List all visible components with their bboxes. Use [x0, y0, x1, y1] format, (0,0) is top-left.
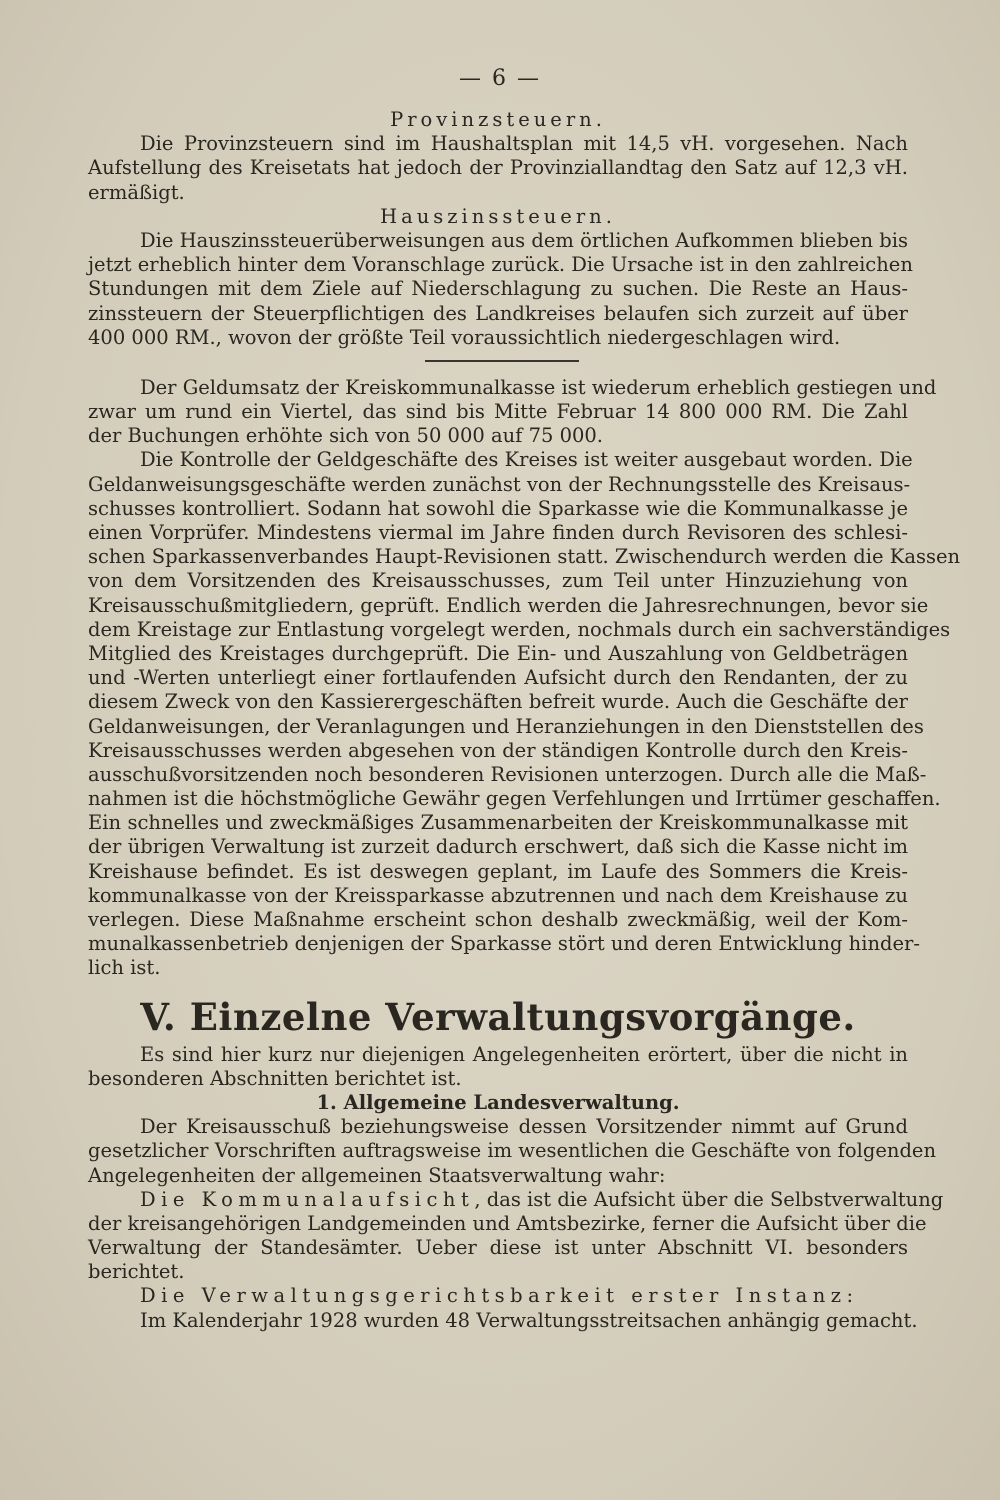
- text-fragment: , das ist die Aufsicht über die Selbstverwaltung: [474, 1187, 944, 1211]
- text-line: Es sind hier kurz nur diejenigen Angelegenheiten erörtert, über die nicht in: [140, 1042, 908, 1066]
- text-line: munalkassenbetrieb denjenigen der Sparkasse stört und deren Entwicklung hinder-: [88, 932, 920, 956]
- text-line: der kreisangehörigen Landgemeinden und Amtsbezirke, ferner die Aufsicht über die: [88, 1211, 927, 1235]
- text-line: Aufstellung des Kreisetats hat jedoch der Provinziallandtag den Satz auf 12,3 vH.: [88, 156, 908, 180]
- text-line: ausschußvorsitzenden noch besonderen Revisionen unterzogen. Durch alle die Maß-: [88, 762, 927, 786]
- text-line: dem Kreistage zur Entlastung vorgelegt werden, nochmals durch ein sachverständiges: [88, 617, 951, 641]
- text-line: und -Werten unterliegt einer fortlaufenden Aufsicht durch den Rendanten, der zu: [88, 666, 908, 690]
- text-line: 400 000 RM., wovon der größte Teil voraussichtlich niedergeschlagen wird.: [88, 325, 841, 349]
- text-line: Geldanweisungsgeschäfte werden zunächst von der Rechnungsstelle des Kreisaus-: [88, 472, 911, 496]
- text-line: von dem Vorsitzenden des Kreisausschusses, zum Teil unter Hinzuziehung von: [88, 569, 908, 593]
- verwaltungsgerichtsbarkeit-heading: Die Verwaltungsgerichtsbarkeit erster Instanz:: [140, 1284, 859, 1308]
- text-line: schusses kontrolliert. Sodann hat sowohl die Sparkasse wie die Kommunalkasse je: [88, 496, 908, 520]
- text-line: der Buchungen erhöhte sich von 50 000 auf 75 000.: [88, 424, 603, 448]
- text-line: Der Geldumsatz der Kreiskommunalkasse ist wiederum erheblich gestiegen und: [140, 375, 937, 399]
- text-line: verlegen. Diese Maßnahme erscheint schon deshalb zweckmäßig, weil der Kom-: [88, 908, 908, 931]
- text-line: besonderen Abschnitten berichtet ist.: [88, 1066, 462, 1090]
- text-line: Der Kreisausschuß beziehungsweise dessen Vorsitzender nimmt auf Grund: [140, 1115, 908, 1139]
- text-line: Im Kalenderjahr 1928 wurden 48 Verwaltungsstreitsachen anhängig gemacht.: [140, 1308, 918, 1332]
- text-line: Kreisausschusses werden abgesehen von der ständigen Kontrolle durch den Kreis-: [88, 738, 908, 762]
- text-line: Mitglied des Kreistages durchgeprüft. Die Ein- und Auszahlung von Geldbeträgen: [88, 641, 908, 665]
- subheading: 1. Allgemeine Landesverwaltung.: [316, 1090, 680, 1114]
- text-line: Die Provinzsteuern sind im Haushaltsplan mit 14,5 vH. vorgesehen. Nach: [140, 132, 908, 156]
- text-line: der übrigen Verwaltung ist zurzeit dadurch erschwert, daß sich die Kasse nicht im: [88, 835, 908, 859]
- text-line: Stundungen mit dem Ziele auf Niederschlagung zu suchen. Die Reste an Haus-: [88, 277, 908, 301]
- text-line: Geldanweisungen, der Veranlagungen und Heranziehungen in den Dienststellen des: [88, 714, 924, 738]
- text-line: Angelegenheiten der allgemeinen Staatsverwaltung wahr:: [88, 1163, 666, 1187]
- text-line: Die Kontrolle der Geldgeschäfte des Kreises ist weiter ausgebaut worden. Die: [140, 448, 913, 472]
- text-line: Kreisausschußmitgliedern, geprüft. Endlich werden die Jahresrechnungen, bevor sie: [88, 593, 929, 617]
- page-number: — 6 —: [459, 66, 541, 91]
- text-line: lich ist.: [88, 956, 161, 980]
- text-line: kommunalkasse von der Kreissparkasse abzutrennen und nach dem Kreishause zu: [88, 883, 908, 907]
- text-line: zinssteuern der Steuerpflichtigen des Landkreises belaufen sich zurzeit auf über: [88, 301, 908, 325]
- page-content: [88, 108, 961, 1333]
- text-line: gesetzlicher Vorschriften auftragsweise im wesentlichen die Geschäfte von folgenden: [88, 1139, 937, 1163]
- text-line: Ein schnelles und zweckmäßiges Zusammenarbeiten der Kreiskommunalkasse mit: [88, 811, 908, 835]
- text-line: Kreishause befindet. Es ist deswegen geplant, im Laufe des Sommers die Kreis-: [88, 859, 908, 883]
- text-line: einen Vorprüfer. Mindestens viermal im Jahre finden durch Revisoren des schlesi-: [88, 521, 908, 544]
- kommunalaufsicht-term: Die Kommunalaufsicht: [140, 1187, 475, 1211]
- text-line: nahmen ist die höchstmögliche Gewähr gegen Verfehlungen und Irrtümer geschaffen.: [88, 787, 941, 811]
- heading-provinzsteuern: Provinzsteuern.: [390, 108, 606, 131]
- text-line: jetzt erheblich hinter dem Voranschlage zurück. Die Ursache ist in den zahlreichen: [88, 253, 913, 277]
- text-line: ermäßigt.: [88, 180, 185, 204]
- text-line-kommunalaufsicht: [88, 1187, 944, 1212]
- text-line: schen Sparkassenverbandes Haupt-Revisionen statt. Zwischendurch werden die Kassen: [88, 545, 961, 569]
- section-title: V. Einzelne Verwaltungsvorgänge.: [140, 994, 856, 1039]
- text-line: Die Hauszinssteuerüberweisungen aus dem örtlichen Aufkommen blieben bis: [140, 228, 908, 252]
- text-line: Verwaltung der Standesämter. Ueber diese ist unter Abschnitt VI. besonders: [88, 1236, 908, 1260]
- heading-hauszinssteuern: Hauszinssteuern.: [380, 204, 616, 228]
- text-line: zwar um rund ein Viertel, das sind bis Mitte Februar 14 800 000 RM. Die Zahl: [88, 400, 908, 424]
- text-line: berichtet.: [88, 1260, 185, 1284]
- separator-rule: [88, 350, 908, 376]
- text-line: diesem Zweck von den Kassierergeschäften befreit wurde. Auch die Geschäfte der: [88, 690, 908, 714]
